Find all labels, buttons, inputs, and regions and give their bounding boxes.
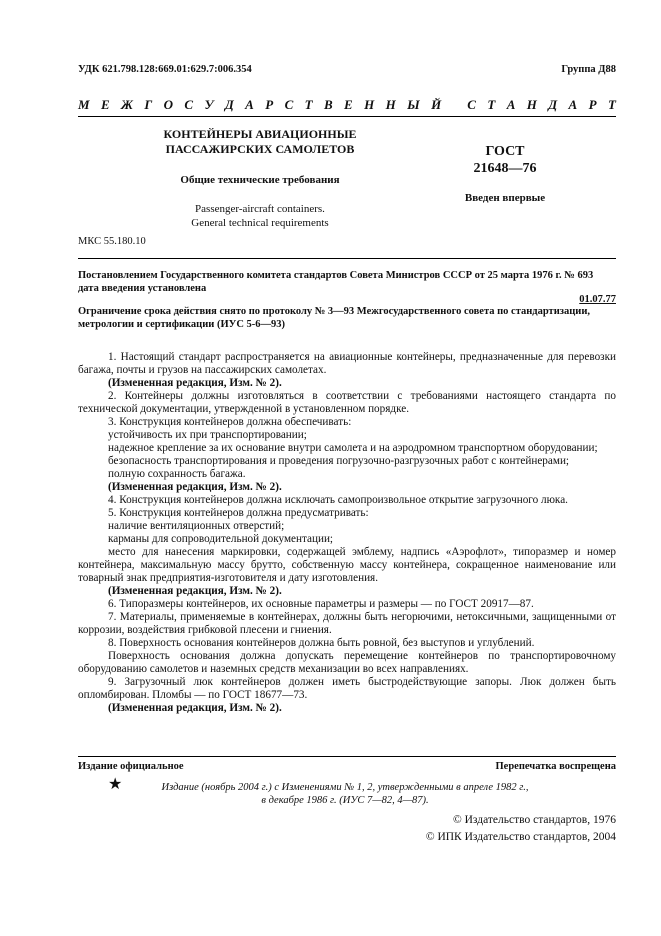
clause-4: 4. Конструкция контейнеров должна исключать самопроизвольное открытие загрузочного люка. — [108, 494, 568, 506]
amendment-note: (Измененная редакция, Изм. № 2). — [108, 481, 282, 493]
edition-line-1: Издание (ноябрь 2004 г.) с Изменениями № 1, 2, утвержденными в апреле 1982 г., — [161, 782, 529, 793]
banner-letter: С — [184, 97, 194, 112]
udk-code: УДК 621.798.128:669.01:629.7:006.354 — [78, 64, 252, 75]
clause-6: 6. Типоразмеры контейнеров, их основные параметры и размеры — по ГОСТ 20917—87. — [108, 598, 534, 610]
reprint-prohibited: Перепечатка воспрещена — [495, 761, 616, 772]
clause-3-item: устойчивость их при транспортировании; — [108, 429, 307, 441]
banner-letter: Н — [526, 97, 537, 112]
copyright-1: © Издательство стандартов, 1976 — [452, 814, 616, 826]
clause-5-item: место для нанесения маркировки, содержащей эмблему, надпись «Аэрофлот», типоразмер и номер контейнера, максимальную массу брутто, собственную массу контейнера, сокращенное наименование или товарный знак предприятия-изготовителя и дату изготовления. — [78, 546, 616, 584]
clause-5-item: наличие вентиляционных отверстий; — [108, 520, 285, 532]
interstate-standard-banner — [78, 97, 616, 113]
subtitle: Общие технические требования — [180, 174, 340, 186]
gost-block — [430, 143, 580, 204]
group-code: Группа Д88 — [561, 64, 616, 75]
banner-letter: Г — [144, 97, 153, 112]
main-text — [78, 351, 616, 715]
introduced-first: Введен впервые — [464, 192, 546, 204]
introduction-date: 01.07.77 — [579, 294, 616, 305]
clause-8: 8. Поверхность основания контейнеров должна быть ровной, без выступов и углублений. — [108, 637, 535, 649]
footer-row — [78, 761, 616, 772]
banner-letter: В — [323, 97, 333, 112]
decree-text: Постановлением Государственного комитета стандартов Совета Министров СССР от 25 марта 1976 г. № 693 дата введения установлена — [78, 270, 594, 294]
banner-letter: Т — [487, 97, 496, 112]
clause-3-item: надежное крепление за их основание внутри самолета и на аэродромном транспортном оборудовании; — [108, 442, 598, 454]
english-title-2: General technical requirements — [191, 217, 329, 229]
gost-number: 21648—76 — [473, 161, 537, 176]
edition-note — [145, 781, 545, 807]
banner-letter: Ж — [121, 97, 133, 112]
amendment-note: (Измененная редакция, Изм. № 2). — [108, 702, 282, 714]
banner-letter: А — [568, 97, 578, 112]
clause-1: 1. Настоящий стандарт распространяется на авиационные контейнеры, предназначенные для перевозки багажа, почты и грузов на пассажирских самолетах. — [78, 351, 616, 376]
clause-3-item: безопасность транспортирования и проведения погрузочно-разгрузочных работ с контейнерами; — [108, 455, 570, 467]
divider-footer — [78, 756, 616, 757]
banner-letter: Е — [100, 97, 110, 112]
edition-line-2: в декабре 1986 г. (ИУС 7—82, 4—87). — [261, 795, 429, 806]
clause-3-item: полную сохранность багажа. — [108, 468, 246, 480]
clause-7: 7. Материалы, применяемые в контейнерах, должны быть негорючими, нетоксичными, защищенными от коррозии, воздействия грибковой плесени и гниения. — [78, 611, 616, 636]
banner-letter: Р — [265, 97, 274, 112]
title-block — [110, 127, 410, 230]
banner-letter: А — [245, 97, 254, 112]
amendment-note: (Измененная редакция, Изм. № 2). — [108, 585, 282, 597]
banner-letter: А — [506, 97, 516, 112]
clause-2: 2. Контейнеры должны изготовляться в соответствии с требованиями настоящего стандарта по технической документации, утвержденной в установленном порядке. — [78, 390, 616, 415]
clause-5-item: карманы для сопроводительной документации; — [108, 533, 334, 545]
banner-letter: Р — [588, 97, 597, 112]
limitation-text: Ограничение срока действия снято по протоколу № 3—93 Межгосударственного совета по стандартизации, метрологии и сертификации (ИУС 5-6—93) — [78, 306, 591, 330]
banner-letter: С — [284, 97, 294, 112]
banner-letter: О — [163, 97, 173, 112]
amendment-note: (Измененная редакция, Изм. № 2). — [108, 377, 282, 389]
official-edition: Издание официальное — [78, 761, 184, 772]
divider-top — [78, 116, 616, 117]
banner-letter: Н — [364, 97, 375, 112]
banner-letter: Д — [224, 97, 234, 112]
banner-letter: Н — [385, 97, 396, 112]
banner-letter: С — [467, 97, 476, 112]
title-line-1: КОНТЕЙНЕРЫ АВИАЦИОННЫЕ — [163, 127, 357, 141]
banner-letter: У — [204, 97, 214, 112]
banner-letter: Д — [548, 97, 558, 112]
banner-letter: Е — [344, 97, 353, 112]
gost-label: ГОСТ — [485, 144, 525, 159]
clause-5: 5. Конструкция контейнеров должна предусматривать: — [108, 507, 369, 519]
star-icon: ★ — [108, 776, 123, 793]
clause-3: 3. Конструкция контейнеров должна обеспечивать: — [108, 416, 352, 428]
copyright-2: © ИПК Издательство стандартов, 2004 — [425, 831, 616, 843]
banner-letter: Т — [607, 97, 616, 112]
banner-letter — [453, 97, 456, 113]
mks-code: МКС 55.180.10 — [78, 236, 146, 247]
banner-letter: Й — [431, 97, 442, 112]
banner-letter: Т — [304, 97, 313, 112]
clause-9: 9. Загрузочный люк контейнеров должен иметь быстродействующие запоры. Люк должен быть опломбирован. Пломбы — по ГОСТ 18677—73. — [78, 676, 616, 701]
english-title-1: Passenger-aircraft containers. — [195, 203, 325, 215]
title-line-2: ПАССАЖИРСКИХ САМОЛЕТОВ — [165, 142, 355, 156]
banner-letter: Ы — [407, 97, 420, 112]
copyright-block — [426, 812, 616, 846]
divider-mks — [78, 258, 616, 259]
banner-letter: М — [78, 97, 90, 112]
clause-8-item: Поверхность основания должна допускать перемещение контейнеров по транспортировочному оборудованию самолетов и наземных средств механизации во всех направлениях. — [78, 650, 616, 675]
